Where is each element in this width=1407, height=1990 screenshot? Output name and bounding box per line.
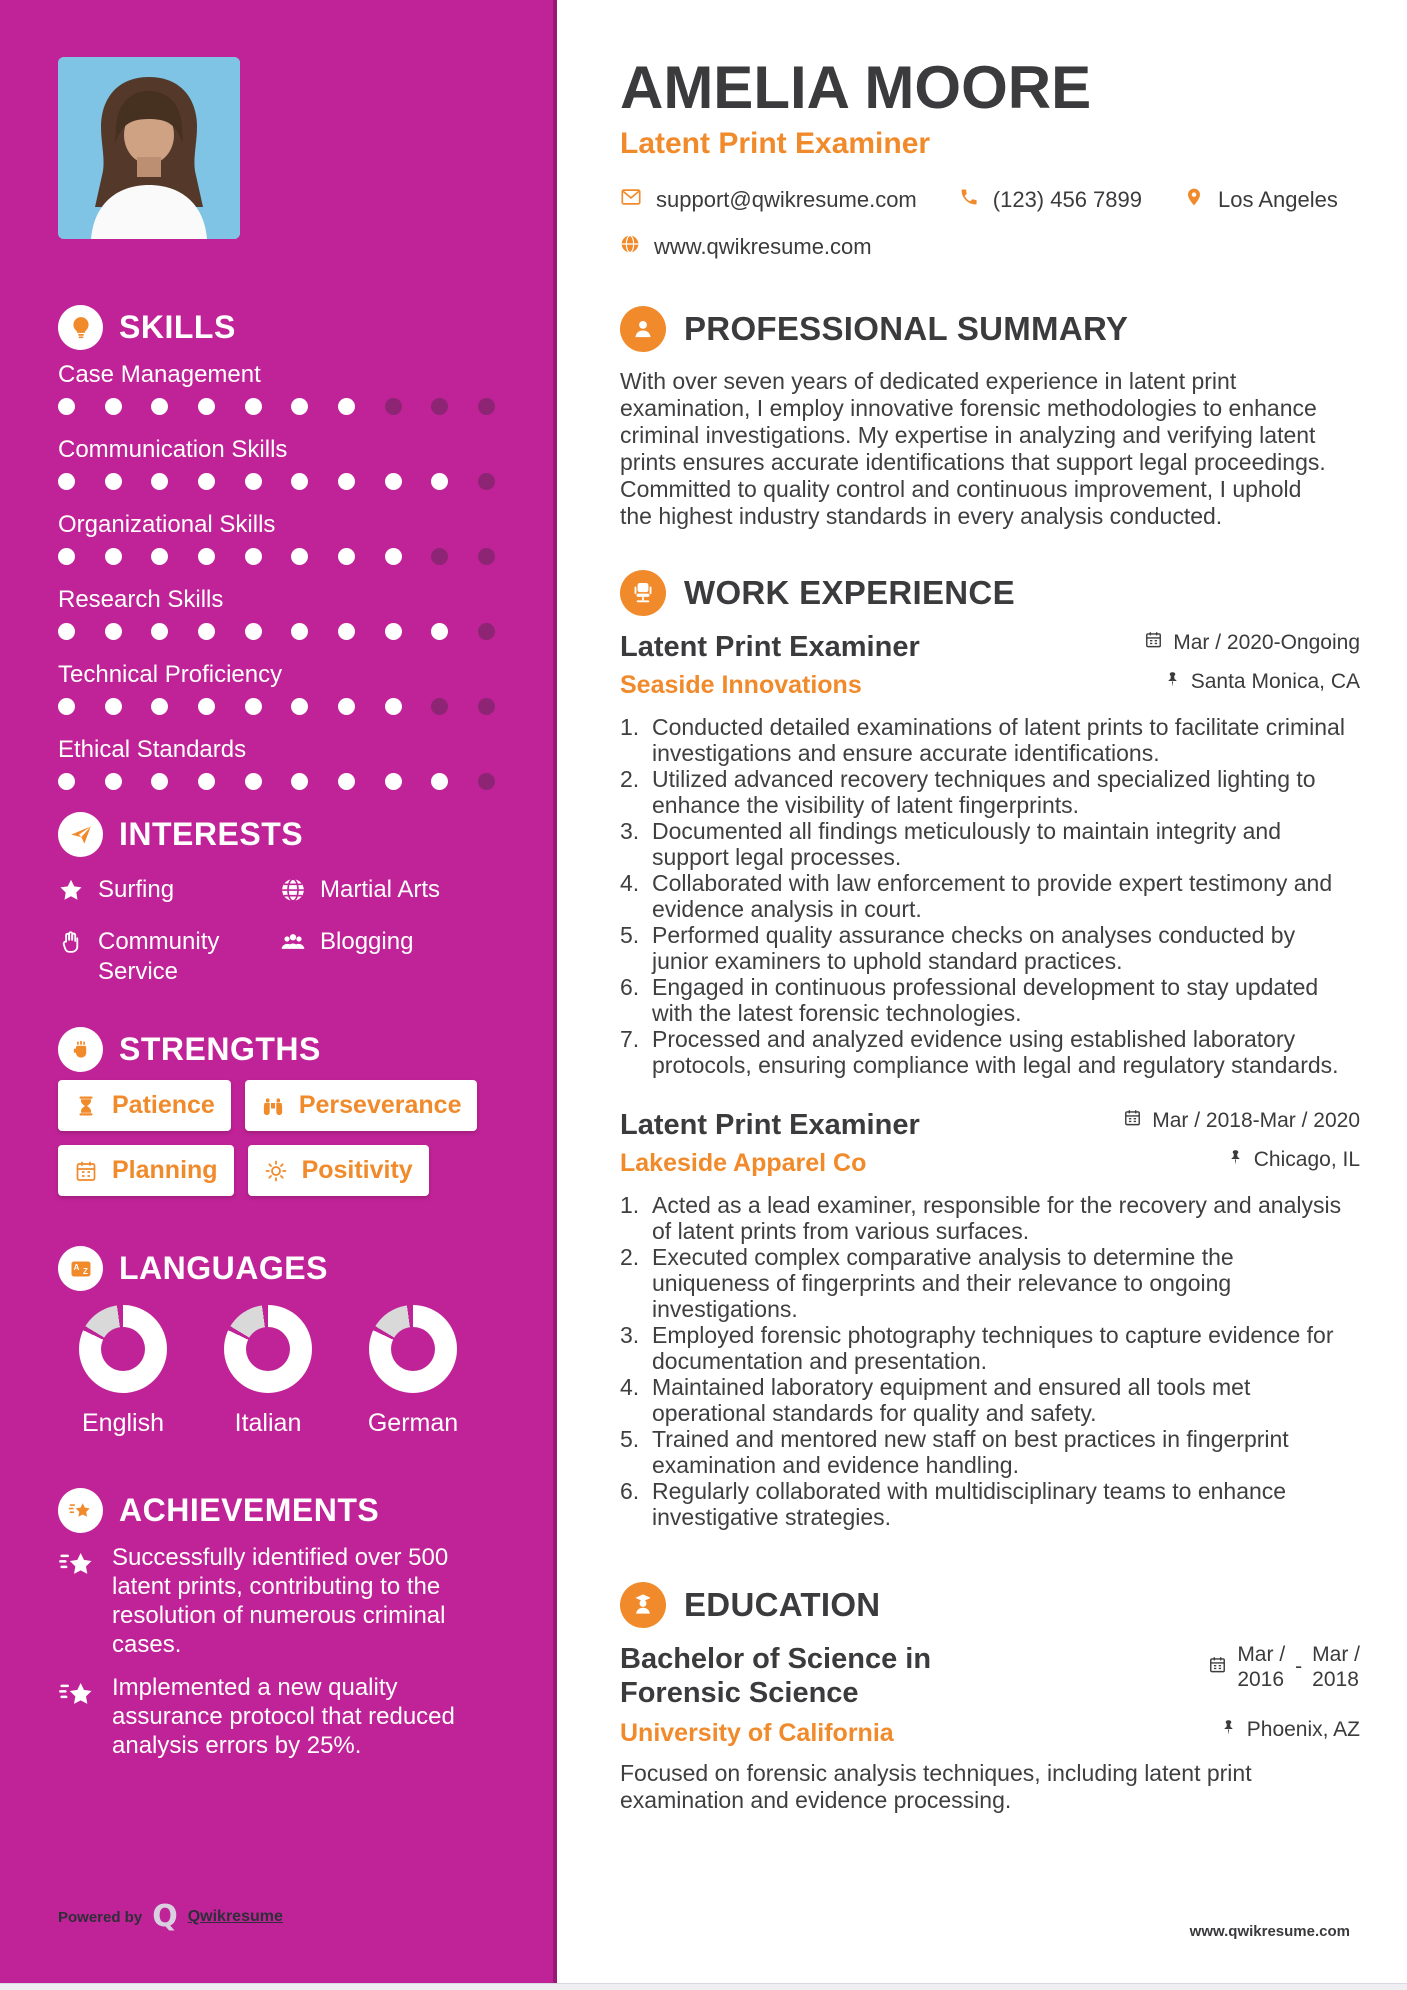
rating-dot-filled [291, 773, 308, 790]
skill-row [58, 662, 499, 715]
interest-item [58, 927, 280, 987]
star-icon [58, 877, 84, 911]
rating-dot-filled [151, 548, 168, 565]
skills-title: SKILLS [119, 309, 236, 345]
interest-label: Surfing [98, 876, 175, 903]
rating-dot-filled [58, 623, 75, 640]
rating-dot-filled [58, 773, 75, 790]
globe-icon [280, 877, 306, 911]
experience-section [620, 570, 1360, 1530]
rating-dot-filled [151, 698, 168, 715]
rating-dot-filled [198, 398, 215, 415]
skill-label: Organizational Skills [58, 511, 276, 538]
strength-item [58, 1080, 231, 1131]
language-donut-chart [369, 1305, 457, 1393]
education-title: EDUCATION [684, 1586, 881, 1623]
date-start-year: 2016 [1237, 1668, 1285, 1691]
job-dates [1123, 1108, 1360, 1133]
interests-header [58, 812, 499, 857]
skill-label: Communication Skills [58, 436, 288, 463]
lightbulb-icon [58, 305, 103, 350]
svg-text:Z: Z [82, 1266, 88, 1276]
rating-dot-filled [338, 773, 355, 790]
job-location-text: Santa Monica, CA [1190, 670, 1360, 693]
job-role: Latent Print Examiner [620, 631, 920, 663]
job-bullets [620, 714, 1350, 1078]
rating-dot-filled [198, 623, 215, 640]
phone-item [959, 187, 1142, 213]
language-donut-chart [79, 1305, 167, 1393]
rating-dot-filled [245, 698, 262, 715]
rating-dot-filled [385, 623, 402, 640]
rating-dot-filled [338, 398, 355, 415]
location-item [1184, 187, 1338, 213]
strength-item [245, 1080, 478, 1131]
education-school-row [620, 1718, 1360, 1748]
az-translate-icon [58, 1246, 103, 1291]
languages-section [58, 1246, 499, 1438]
rating-dot-filled [338, 623, 355, 640]
rating-dot-filled [431, 623, 448, 640]
experience-header [620, 570, 1360, 616]
interest-item [280, 927, 499, 987]
phone-icon [959, 187, 979, 213]
rating-dot-filled [291, 548, 308, 565]
rating-dot-filled [245, 548, 262, 565]
calendar-icon [1208, 1655, 1227, 1680]
rating-dot-filled [198, 698, 215, 715]
rating-dot-filled [245, 398, 262, 415]
achievements-header [58, 1488, 499, 1533]
skills-header [58, 305, 499, 350]
job-role: Latent Print Examiner [620, 1109, 920, 1141]
shooting-star-icon [58, 1675, 98, 1760]
job-location [1227, 1148, 1360, 1172]
language-donut-chart [224, 1305, 312, 1393]
rating-dot-empty [478, 473, 495, 490]
skill-label: Case Management [58, 361, 261, 388]
job-bullet: Documented all findings meticulously to maintain integrity and support legal processes. [652, 818, 1281, 870]
language-label: Italian [234, 1409, 302, 1437]
education-header [620, 1582, 1360, 1628]
strengths-title: STRENGTHS [119, 1031, 321, 1067]
skill-rating [58, 773, 495, 790]
education-date-start [1237, 1642, 1285, 1692]
job-location-text: Chicago, IL [1253, 1148, 1360, 1171]
achievements-section [58, 1488, 499, 1760]
summary-text: With over seven years of dedicated experience in latent print examination, I employ innovative forensic methodologies to enhance criminal investigations. My expertise in analyzing and verifying latent prints ensures accurate identifications that support legal proceedings. Committed to quality control and continuous improvement, I uphold the highest industry standards in every analysis conducted. [620, 368, 1326, 529]
donut-hole [391, 1327, 435, 1371]
skill-rating [58, 548, 495, 565]
calendar-icon [74, 1159, 100, 1183]
rating-dot-empty [431, 698, 448, 715]
svg-text:A: A [73, 1262, 79, 1272]
school-name: University of California [620, 1719, 894, 1747]
job-company-row [620, 664, 1360, 700]
hourglass-icon [74, 1094, 100, 1118]
sun-icon [264, 1159, 290, 1183]
job-bullet: Acted as a lead examiner, responsible for the recovery and analysis of latent prints from various surfaces. [652, 1192, 1342, 1244]
strengths-section [58, 1027, 499, 1196]
rating-dot-empty [431, 398, 448, 415]
rating-dot-filled [245, 473, 262, 490]
job-entry [620, 630, 1360, 1078]
job-title-row [620, 630, 1360, 664]
rating-dot-filled [105, 773, 122, 790]
job-bullet: Trained and mentored new staff on best practices in fingerprint examination and evidence handling. [652, 1426, 1289, 1478]
interests-section [58, 812, 499, 987]
pushpin-icon [1164, 670, 1181, 694]
donut-hole [101, 1327, 145, 1371]
rating-dot-filled [291, 698, 308, 715]
calendar-icon [1144, 630, 1163, 655]
skill-rating [58, 698, 495, 715]
achievement-item [58, 1543, 499, 1659]
language-item [58, 1305, 188, 1438]
rating-dot-filled [291, 473, 308, 490]
paper-plane-icon [58, 812, 103, 857]
rating-dot-filled [105, 473, 122, 490]
skill-row [58, 737, 499, 790]
rating-dot-filled [198, 473, 215, 490]
job-bullet: Regularly collaborated with multidisciplinary teams to enhance investigative strategies. [652, 1478, 1287, 1530]
bottom-strip [0, 1983, 1407, 1990]
mail-icon [620, 186, 642, 214]
rating-dot-filled [151, 773, 168, 790]
strengths-list [58, 1080, 499, 1196]
job-bullet: Engaged in continuous professional development to stay updated with the latest forensic technologies. [652, 974, 1319, 1026]
rating-dot-filled [431, 473, 448, 490]
rating-dot-filled [105, 623, 122, 640]
qwikresume-link[interactable]: Qwikresume [187, 1908, 283, 1925]
achievement-text: Successfully identified over 500 latent prints, contributing to the resolution of numerous criminal cases. [112, 1544, 449, 1658]
job-bullet: Conducted detailed examinations of latent prints to facilitate criminal investigations and ensure accurate identifications. [652, 714, 1345, 766]
skill-row [58, 587, 499, 640]
rating-dot-filled [431, 773, 448, 790]
binoculars-icon [261, 1094, 287, 1118]
job-bullet: Performed quality assurance checks on analyses conducted by junior examiners to uphold standard practices. [652, 922, 1296, 974]
rating-dot-filled [105, 398, 122, 415]
language-label: German [367, 1409, 459, 1437]
degree-title: Bachelor of Science in Forensic Science [620, 1643, 932, 1709]
email-link[interactable]: support@qwikresume.com [656, 187, 917, 212]
job-bullet: Executed complex comparative analysis to determine the uniqueness of fingerprints and their relevance to ongoing investigations. [652, 1244, 1234, 1322]
achievement-item [58, 1673, 499, 1760]
job-entry [620, 1108, 1360, 1530]
shooting-star-icon [58, 1488, 103, 1533]
rating-dot-filled [338, 698, 355, 715]
rating-dot-filled [58, 398, 75, 415]
rating-dot-empty [431, 548, 448, 565]
interest-label: Blogging [320, 928, 414, 955]
rating-dot-empty [478, 698, 495, 715]
achievements-list [58, 1543, 499, 1760]
website-link[interactable]: www.qwikresume.com [654, 234, 872, 259]
language-label: English [82, 1409, 164, 1437]
interest-label: Martial Arts [320, 876, 441, 903]
interests-list [58, 875, 499, 987]
rating-dot-filled [245, 773, 262, 790]
skill-rating [58, 398, 495, 415]
job-company: Seaside Innovations [620, 671, 862, 699]
map-pin-icon [1184, 187, 1204, 213]
date-end-year: 2018 [1312, 1668, 1359, 1691]
achievements-title: ACHIEVEMENTS [119, 1492, 380, 1528]
rating-dot-empty [385, 398, 402, 415]
rating-dot-filled [385, 473, 402, 490]
languages-title: LANGUAGES [119, 1250, 328, 1286]
location-text: Los Angeles [1218, 187, 1338, 212]
calendar-icon [1123, 1108, 1142, 1133]
skills-list [58, 362, 499, 790]
interest-item [280, 875, 499, 911]
rating-dot-filled [151, 398, 168, 415]
strength-label: Perseverance [298, 1091, 462, 1119]
skill-row [58, 512, 499, 565]
rating-dot-filled [198, 548, 215, 565]
languages-list [58, 1305, 499, 1438]
strength-label: Patience [112, 1091, 215, 1119]
strength-label: Planning [112, 1156, 218, 1184]
job-company-row [620, 1142, 1360, 1178]
profile-photo [58, 57, 240, 239]
rating-dot-empty [478, 548, 495, 565]
rating-dot-empty [478, 623, 495, 640]
strength-item [248, 1145, 429, 1196]
job-bullet: Collaborated with law enforcement to provide expert testimony and evidence analysis in court. [652, 870, 1333, 922]
skills-section [58, 305, 499, 790]
job-bullet: Employed forensic photography techniques to capture evidence for documentation and presentation. [652, 1322, 1334, 1374]
date-separator: - [1295, 1655, 1303, 1678]
rating-dot-filled [385, 698, 402, 715]
globe-icon [620, 234, 640, 260]
strength-label: Positivity [301, 1156, 413, 1184]
rating-dot-filled [151, 473, 168, 490]
summary-title: PROFESSIONAL SUMMARY [684, 310, 1129, 347]
education-degree-row [620, 1642, 1360, 1710]
rating-dot-filled [385, 548, 402, 565]
language-item [203, 1305, 333, 1438]
sidebar [0, 0, 557, 1990]
skill-label: Technical Proficiency [58, 661, 283, 688]
rating-dot-filled [105, 698, 122, 715]
strengths-header [58, 1027, 499, 1072]
language-item [348, 1305, 478, 1438]
interests-title: INTERESTS [119, 816, 304, 852]
fist-icon [58, 1027, 103, 1072]
rating-dot-filled [151, 623, 168, 640]
rating-dot-filled [58, 698, 75, 715]
job-dates-text: Mar / 2018-Mar / 2020 [1152, 1108, 1360, 1132]
graduate-icon [620, 1582, 666, 1628]
job-bullet: Maintained laboratory equipment and ensured all tools met operational standards for quality and safety. [652, 1374, 1251, 1426]
skill-label: Ethical Standards [58, 736, 247, 763]
rating-dot-filled [198, 773, 215, 790]
job-location [1164, 670, 1360, 694]
languages-header [58, 1246, 499, 1291]
rating-dot-empty [478, 398, 495, 415]
rating-dot-filled [291, 623, 308, 640]
job-bullets [620, 1192, 1350, 1530]
main-column [620, 0, 1360, 1814]
candidate-job-title: Latent Print Examiner [620, 127, 931, 160]
education-dates [1208, 1642, 1360, 1692]
users-icon [280, 929, 306, 963]
skill-row [58, 437, 499, 490]
candidate-name: AMELIA MOORE [620, 54, 1092, 121]
job-bullet: Utilized advanced recovery techniques and specialized lighting to enhance the visibility of latent fingerprints. [652, 766, 1316, 818]
education-date-end [1312, 1642, 1360, 1692]
profile-photo-illustration [58, 57, 240, 239]
job-dates-text: Mar / 2020-Ongoing [1173, 630, 1360, 654]
achievement-text: Implemented a new quality assurance protocol that reduced analysis errors by 25%. [112, 1674, 455, 1759]
donut-hole [246, 1327, 290, 1371]
footer-website: www.qwikresume.com [1189, 1923, 1350, 1940]
skill-row [58, 362, 499, 415]
rating-dot-filled [105, 548, 122, 565]
job-title-row [620, 1108, 1360, 1142]
hand-icon [58, 929, 84, 963]
rating-dot-filled [338, 548, 355, 565]
job-dates [1144, 630, 1360, 655]
strength-item [58, 1145, 234, 1196]
website-item [620, 234, 872, 260]
phone-number: (123) 456 7899 [992, 187, 1142, 212]
skill-label: Research Skills [58, 586, 224, 613]
powered-by-label: Powered by [58, 1908, 143, 1926]
date-start-month: Mar / [1237, 1643, 1286, 1666]
education-section [620, 1582, 1360, 1814]
contact-row [620, 186, 1360, 214]
pushpin-icon [1227, 1148, 1244, 1172]
job-company: Lakeside Apparel Co [620, 1149, 867, 1177]
powered-by-footer [58, 1899, 283, 1934]
rating-dot-filled [245, 623, 262, 640]
skill-rating [58, 473, 495, 490]
date-end-month: Mar / [1312, 1643, 1360, 1666]
email-item [620, 186, 917, 214]
qwikresume-logo-icon: Q [152, 1899, 178, 1934]
summary-header [620, 306, 1360, 352]
pushpin-icon [1220, 1718, 1237, 1742]
user-icon [620, 306, 666, 352]
skill-rating [58, 623, 495, 640]
rating-dot-filled [58, 548, 75, 565]
interest-item [58, 875, 280, 911]
rating-dot-filled [385, 773, 402, 790]
education-location-text: Phoenix, AZ [1246, 1718, 1360, 1741]
education-location [1220, 1718, 1360, 1742]
education-description: Focused on forensic analysis techniques, including latent print examination and evidence processing. [620, 1760, 1252, 1813]
website-row [620, 234, 1360, 260]
rating-dot-filled [58, 473, 75, 490]
rating-dot-filled [338, 473, 355, 490]
summary-section [620, 306, 1360, 530]
interest-label: Community Service [98, 928, 220, 985]
rating-dot-empty [478, 773, 495, 790]
rating-dot-filled [291, 398, 308, 415]
experience-title: WORK EXPERIENCE [684, 574, 1015, 611]
office-chair-icon [620, 570, 666, 616]
shooting-star-icon [58, 1545, 98, 1659]
job-bullet: Processed and analyzed evidence using established laboratory protocols, ensuring compliance with legal and regulatory standards. [652, 1026, 1339, 1078]
